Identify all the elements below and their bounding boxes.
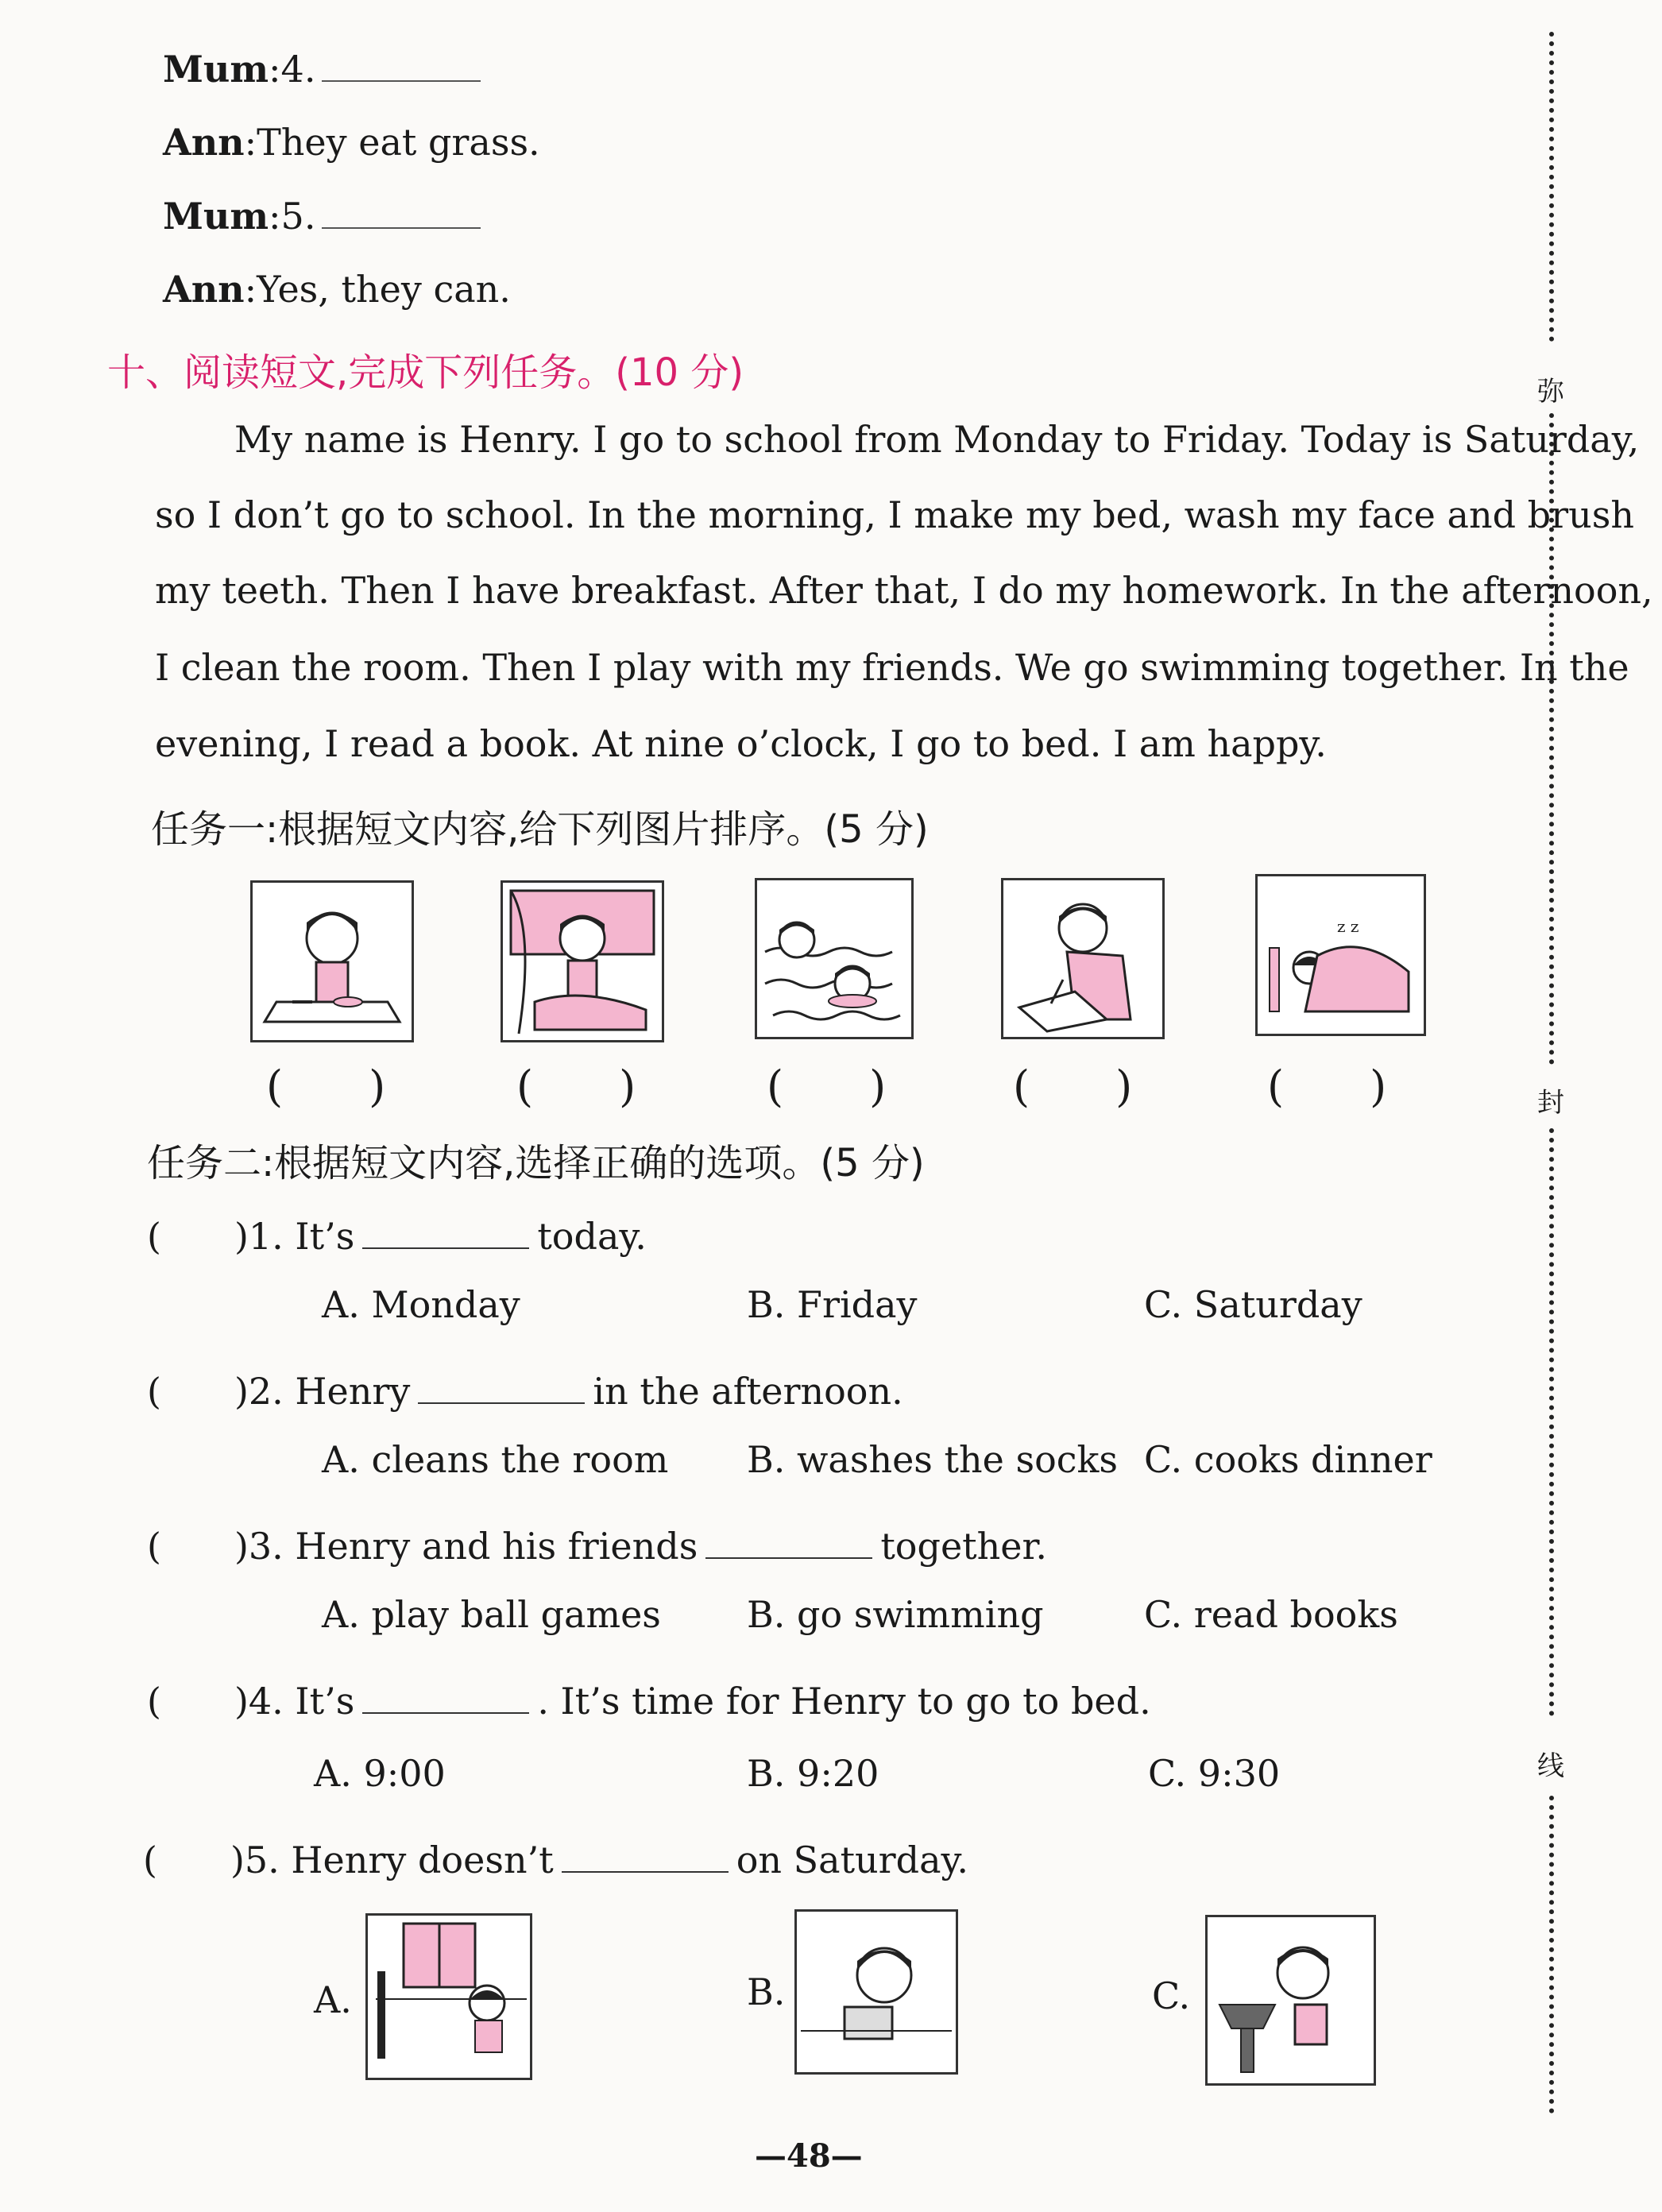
q5-label-b: B. <box>747 1970 786 2013</box>
task2-title: 任务二:根据短文内容,选择正确的选项。(5 分) <box>147 1141 925 1185</box>
q3-option-c[interactable]: C. read books <box>1144 1593 1398 1636</box>
q4-option-b[interactable]: B. 9:20 <box>747 1752 879 1795</box>
dialogue-line-4: Ann:Yes, they can. <box>163 268 511 311</box>
svg-text:z z: z z <box>1337 917 1359 936</box>
margin-dotted-line-2 <box>1549 413 1554 1065</box>
q3-option-a[interactable]: A. play ball games <box>322 1593 661 1636</box>
question-3: ( )3. Henry and his friends together. <box>147 1525 1048 1568</box>
q2-option-a[interactable]: A. cleans the room <box>322 1438 669 1481</box>
answer-paren-pic4[interactable]: ( ) <box>1013 1062 1133 1112</box>
q5-option-b-picture[interactable] <box>794 1909 958 2075</box>
cleaning-room-picture <box>501 880 664 1042</box>
margin-char-2: 封 <box>1537 1087 1564 1119</box>
question-5: ( )5. Henry doesn’t on Saturday. <box>143 1839 969 1881</box>
section-title: 十、阅读短文,完成下列任务。(10 分) <box>107 350 744 395</box>
dialogue-line-3: Mum:5. <box>163 195 481 238</box>
blank-q5 <box>562 1863 729 1873</box>
q5-option-c-picture[interactable] <box>1205 1915 1376 2086</box>
answer-paren-pic3[interactable]: ( ) <box>767 1062 887 1112</box>
answer-paren-pic2[interactable]: ( ) <box>516 1062 636 1112</box>
q1-option-c[interactable]: C. Saturday <box>1144 1283 1362 1326</box>
blank-q1 <box>362 1239 529 1249</box>
answer-blank-4[interactable] <box>322 72 481 82</box>
dialogue-line-2: Ann:They eat grass. <box>163 121 540 164</box>
margin-dotted-line-1 <box>1549 32 1554 342</box>
answer-paren-pic1[interactable]: ( ) <box>266 1062 386 1112</box>
answer-paren-q5[interactable]: ( ) <box>143 1839 245 1881</box>
q1-option-b[interactable]: B. Friday <box>747 1283 918 1326</box>
question-2: ( )2. Henry in the afternoon. <box>147 1370 903 1413</box>
q2-option-b[interactable]: B. washes the socks <box>747 1438 1119 1481</box>
q3-option-b[interactable]: B. go swimming <box>747 1593 1044 1636</box>
margin-char-1: 弥 <box>1537 376 1564 408</box>
answer-paren-pic5[interactable]: ( ) <box>1267 1062 1387 1112</box>
answer-paren-q3[interactable]: ( ) <box>147 1525 249 1568</box>
question-1: ( )1. It’s today. <box>147 1215 647 1258</box>
homework-picture <box>1001 878 1165 1039</box>
q5-label-a: A. <box>314 1978 352 2021</box>
answer-paren-q2[interactable]: ( ) <box>147 1370 249 1413</box>
margin-char-3: 线 <box>1537 1750 1564 1782</box>
passage-line-1: My name is Henry. I go to school from Monday to Friday. Today is Saturday, <box>234 418 1640 461</box>
breakfast-picture <box>250 880 414 1042</box>
swimming-picture <box>755 878 914 1039</box>
q1-option-a[interactable]: A. Monday <box>322 1283 520 1326</box>
passage-line-3: my teeth. Then I have breakfast. After that, I do my homework. In the afternoon, <box>155 569 1653 612</box>
q5-label-c: C. <box>1152 1974 1191 2017</box>
blank-q3 <box>705 1549 872 1559</box>
q4-option-c[interactable]: C. 9:30 <box>1148 1752 1281 1795</box>
blank-q4 <box>362 1704 529 1714</box>
passage-line-5: evening, I read a book. At nine o’clock, I go to bed. I am happy. <box>155 722 1327 765</box>
sleeping-picture <box>1255 874 1426 1036</box>
answer-paren-q4[interactable]: ( ) <box>147 1680 249 1723</box>
q2-option-c[interactable]: C. cooks dinner <box>1144 1438 1432 1481</box>
dialogue-line-1: Mum:4. <box>163 48 481 91</box>
page-number: —48— <box>755 2137 863 2175</box>
blank-q2 <box>418 1394 585 1404</box>
passage-line-2: so I don’t go to school. In the morning, I make my bed, wash my face and brush <box>155 493 1634 536</box>
answer-blank-5[interactable] <box>322 219 481 229</box>
q5-option-a-picture[interactable] <box>365 1913 532 2080</box>
margin-dotted-line-4 <box>1549 1796 1554 2113</box>
passage-line-4: I clean the room. Then I play with my friends. We go swimming together. In the <box>155 646 1629 689</box>
answer-paren-q1[interactable]: ( ) <box>147 1215 249 1258</box>
margin-dotted-line-3 <box>1549 1128 1554 1716</box>
question-4: ( )4. It’s . It’s time for Henry to go to bed. <box>147 1680 1151 1723</box>
q4-option-a[interactable]: A. 9:00 <box>314 1752 446 1795</box>
task1-title: 任务一:根据短文内容,给下列图片排序。(5 分) <box>151 807 929 852</box>
